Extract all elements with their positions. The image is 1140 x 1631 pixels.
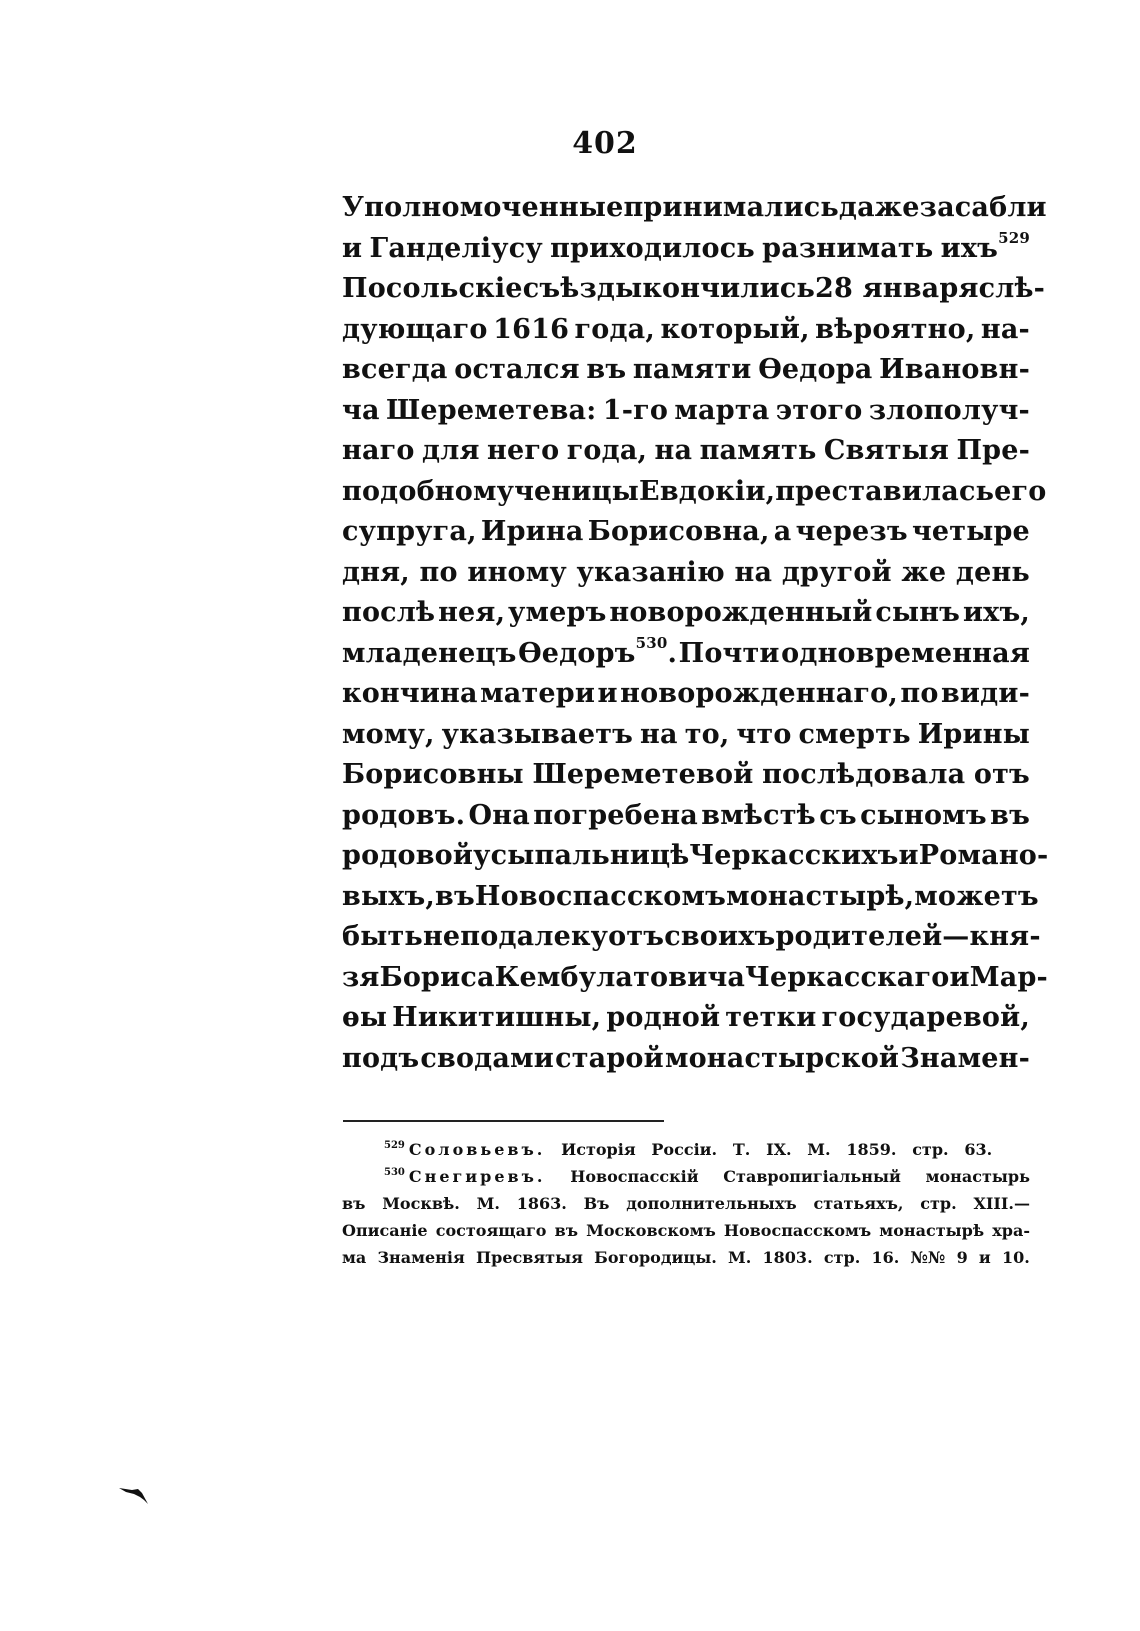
word: послѣ [342, 597, 436, 628]
word: Ѳедоръ [518, 637, 636, 669]
word: злополуч- [868, 394, 1030, 426]
word: въ [435, 880, 475, 912]
word: сабли [954, 192, 1047, 223]
word: неподалеку [422, 921, 609, 952]
footnote-word: ма [342, 1248, 367, 1267]
word: указанію [576, 556, 725, 588]
word: Шереметевой [532, 759, 754, 790]
word: 1-го [602, 394, 669, 426]
footnote-530-continuation [342, 1190, 1030, 1271]
text-line [342, 310, 1030, 351]
word: года, [566, 435, 648, 466]
footnote-word: Богородицы. [594, 1248, 717, 1267]
word: государевой, [821, 1002, 1030, 1033]
footnote-line [342, 1217, 1030, 1244]
word: сводами [420, 1042, 554, 1074]
word: супруга, [342, 516, 477, 547]
word: даже [838, 192, 920, 223]
text-line [342, 836, 1049, 877]
word: Черкасскаго [745, 961, 950, 993]
word: Ирины [917, 718, 1030, 750]
word: за [919, 192, 955, 223]
footnote-word: 9 [956, 1248, 968, 1267]
word: иному [467, 556, 567, 588]
word: смерть [798, 718, 911, 750]
word: зя [342, 961, 380, 993]
word: остался [454, 354, 580, 385]
word-with-ref: Ѳедоръ$^{530}$. [518, 633, 678, 669]
text-line [342, 917, 1041, 958]
word: матери [480, 678, 596, 709]
footnote-divider [343, 1120, 664, 1122]
word: сынъ [875, 597, 961, 628]
word: и [597, 678, 618, 709]
word: нея, [438, 597, 506, 628]
word: другой [781, 556, 892, 588]
footnote-word: Московскомъ [586, 1221, 716, 1240]
footnote-word: монастырѣ [879, 1221, 985, 1240]
footnote-word: №№ [910, 1248, 946, 1267]
text-line [342, 593, 1030, 634]
word: наго [342, 435, 415, 466]
word: сыномъ [860, 799, 987, 831]
footnote-word: 1863. [516, 1194, 567, 1213]
text-line [342, 715, 1030, 756]
word: Ивановн- [879, 354, 1030, 385]
text-line [342, 1039, 1030, 1080]
word: по [900, 678, 939, 709]
text-line [342, 431, 1030, 472]
footnote-word: состоящаго [435, 1221, 547, 1240]
footnote-word: Описаніе [342, 1221, 428, 1240]
footnote-line [342, 1190, 1030, 1217]
footnote-word: Новоспасскій [570, 1167, 699, 1186]
word: Мар- [969, 961, 1048, 993]
footnote-word: въ [342, 1194, 366, 1213]
word: его [994, 475, 1047, 507]
word: него [487, 435, 560, 466]
page-number: 402 [572, 126, 638, 161]
text-line [342, 958, 1048, 999]
word: принимались [623, 192, 839, 223]
word: вмѣстѣ [701, 799, 816, 831]
footnote-word: Знаменія [377, 1248, 465, 1267]
word: родовъ. [342, 799, 466, 831]
word: Ирина [480, 516, 584, 547]
word: съ [819, 799, 857, 831]
footnote-530 [342, 1163, 1030, 1190]
footnote-word: хра- [992, 1221, 1030, 1240]
word: указываетъ [441, 718, 634, 750]
text-line [342, 269, 1046, 310]
footnote-ref: 529 [998, 228, 1030, 247]
footnote-word: 1803. [762, 1248, 813, 1267]
word: подобномученицы [342, 475, 640, 507]
word: Новоспасскомъ [474, 880, 727, 912]
word: отъ [608, 921, 665, 952]
word: усыпальницѣ [473, 840, 690, 871]
word: одновременная [781, 637, 1030, 669]
footnote-word: монастырь [925, 1167, 1030, 1186]
text-line [342, 755, 1030, 796]
text-line [342, 229, 1030, 270]
footnote-word: Т. [732, 1140, 751, 1159]
word: новорожденнаго, [620, 678, 898, 709]
word: на [640, 718, 678, 750]
footnote-word: Россіи. [651, 1140, 718, 1159]
text-line [342, 472, 1047, 513]
word: Святыя [823, 435, 950, 466]
footnote-word: Исторія [561, 1140, 636, 1159]
word: Евдокіи, [639, 475, 776, 507]
word: выхъ, [342, 880, 436, 912]
footnote-word: стр. [920, 1194, 957, 1213]
word: Черкасскихъ [689, 840, 899, 871]
word: четыре [911, 516, 1030, 547]
word: то, [684, 718, 730, 750]
word: который, [660, 313, 810, 345]
footnote-word: IX. [766, 1140, 792, 1159]
word: въ [990, 799, 1030, 831]
footnote-word: дополнительныхъ [626, 1194, 797, 1213]
word: родной [606, 1002, 721, 1033]
word: Романо- [918, 840, 1049, 871]
text-line [342, 188, 1047, 229]
footnote-word: и [978, 1248, 991, 1267]
word: и [949, 961, 970, 993]
word: дня, [342, 556, 410, 588]
footnote-author: Снегиревъ. [408, 1167, 546, 1186]
word: марта [674, 394, 770, 426]
footnote-word: стр. [912, 1140, 949, 1159]
text-line [342, 877, 1039, 918]
footnote-word: 16. [871, 1248, 900, 1267]
footnote-author: Соловьевъ. [408, 1140, 546, 1159]
word: ихъ, [962, 597, 1030, 628]
word: вѣроятно, [815, 313, 976, 345]
word: види- [940, 678, 1030, 709]
footnote-word: Москвѣ. [382, 1194, 460, 1213]
word: Борисовны [342, 759, 524, 790]
word: Ѳедора [758, 354, 873, 385]
text-line [342, 998, 1030, 1039]
word: Уполномоченные [342, 192, 624, 223]
word: своихъ [664, 921, 776, 952]
word-with-ref [941, 229, 1030, 270]
footnote-word: 1859. [846, 1140, 897, 1159]
text-line [342, 553, 1030, 594]
word: ихъ [940, 232, 999, 264]
word: дующаго [342, 313, 488, 345]
word: старой [555, 1042, 664, 1074]
word: родовой [342, 840, 474, 871]
word: память [699, 435, 817, 466]
main-text [342, 188, 1049, 1079]
word: мому, [342, 718, 435, 750]
word: Ганделіусу [369, 232, 543, 264]
footnote-word: стр. [823, 1248, 861, 1267]
word: родителей—кня- [775, 921, 1041, 952]
footnote-line [342, 1244, 1030, 1271]
word: для [422, 435, 480, 466]
word: памяти [632, 354, 752, 385]
footnote-word: Новоспасскомъ [723, 1221, 872, 1240]
footnote-word: М. [728, 1248, 752, 1267]
footnote-ref: 530 [635, 633, 668, 652]
text-line [342, 350, 1030, 391]
word: погребена [533, 799, 698, 831]
word: на- [980, 313, 1030, 345]
word: 28 января [815, 273, 979, 304]
stray-ink-mark-icon [118, 1484, 152, 1508]
word: послѣдовала [762, 759, 966, 790]
footnote-word: 63. [964, 1140, 993, 1159]
word: Знамен- [900, 1042, 1030, 1074]
footnote-number: 529 [384, 1140, 405, 1151]
text-line [342, 512, 1030, 553]
word: можетъ [914, 880, 1039, 912]
word: года, [574, 313, 655, 345]
word: кончились [642, 273, 816, 304]
footnote-word: въ [554, 1221, 578, 1240]
word: и [898, 840, 919, 871]
footnote-529 [342, 1136, 1030, 1163]
word: слѣ- [978, 273, 1046, 304]
text-line [342, 634, 1030, 675]
footnotes [342, 1136, 1030, 1271]
word: Кембулатовича [494, 961, 746, 993]
word: на [654, 435, 693, 466]
word: черезъ [795, 516, 908, 547]
word: же [901, 556, 947, 588]
word: Никитишны, [392, 1002, 602, 1033]
word: Посольскіе [342, 273, 523, 304]
word: и [342, 232, 363, 264]
word: этого [775, 394, 863, 426]
text-line [342, 674, 1030, 715]
word: всегда [342, 354, 448, 385]
word: преставилась [775, 475, 995, 507]
word: Бориса [379, 961, 495, 993]
footnote-word: Ставропигіальный [723, 1167, 901, 1186]
word: на [734, 556, 773, 588]
word: Шереметева: [385, 394, 597, 426]
word: Почти [678, 637, 780, 669]
word: монастырѣ, [726, 880, 915, 912]
word: день [955, 556, 1030, 588]
footnote-word: Пресвятыя [476, 1248, 583, 1267]
word: Пре- [956, 435, 1030, 466]
word: монастырской [664, 1042, 900, 1074]
word: съѣзды [522, 273, 643, 304]
word: а [773, 516, 792, 547]
word: младенецъ [342, 637, 517, 669]
footnote-word: М. [807, 1140, 831, 1159]
footnote-word: XIII.— [973, 1194, 1030, 1213]
word: приходилось [550, 232, 755, 264]
word: умеръ [508, 597, 607, 628]
word: въ [586, 354, 627, 385]
footnote-number: 530 [384, 1167, 405, 1178]
footnote-word: 10. [1002, 1248, 1030, 1267]
word: новорожденный [609, 597, 873, 628]
word: кончина [342, 678, 478, 709]
word: отъ [973, 759, 1030, 790]
word: Она [468, 799, 530, 831]
word: Борисовна, [587, 516, 770, 547]
word: подъ [342, 1042, 420, 1074]
text-line [342, 391, 1030, 432]
word: ѳы [342, 1002, 388, 1033]
word: что [736, 718, 792, 750]
word: 1616 [493, 313, 570, 345]
footnote-word: статьяхъ, [813, 1194, 904, 1213]
footnote-word: М. [476, 1194, 500, 1213]
text-line [342, 796, 1030, 837]
word: ча [342, 394, 380, 426]
word: по [419, 556, 458, 588]
word: разнимать [762, 232, 934, 264]
word: быть [342, 921, 423, 952]
footnote-word: Въ [583, 1194, 610, 1213]
word: тетки [725, 1002, 817, 1033]
